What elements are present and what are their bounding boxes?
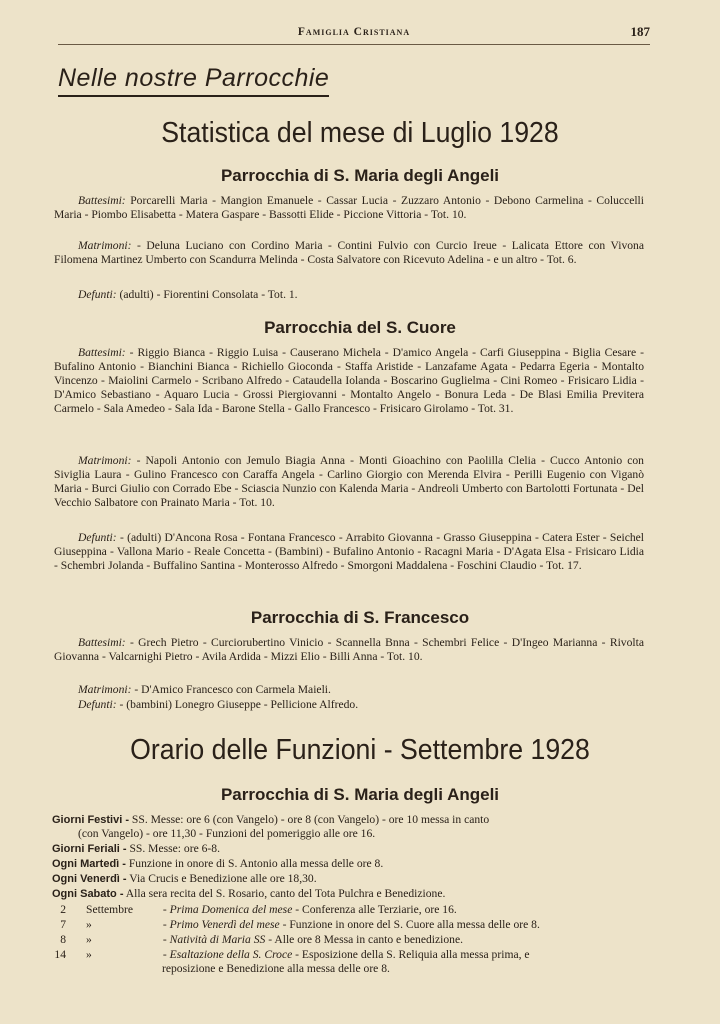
baptisms-label: Battesimi: bbox=[78, 636, 126, 649]
running-title: Famiglia Cristiana bbox=[297, 26, 411, 38]
running-header bbox=[58, 24, 650, 45]
baptisms-label: Battesimi: bbox=[78, 194, 126, 207]
marriages-label: Matrimoni: bbox=[78, 683, 132, 696]
baptisms-paragraph bbox=[54, 346, 644, 416]
schedule-day: Giorni Festivi - bbox=[52, 814, 130, 826]
event-text: - Alle ore 8 Messa in canto e benedizione. bbox=[268, 933, 464, 946]
parish-heading-san-francesco: Parrocchia di S. Francesco bbox=[250, 608, 470, 627]
marriages-label: Matrimoni: bbox=[78, 454, 132, 467]
schedule-day: Ogni Sabato - bbox=[52, 888, 124, 900]
schedule-day: Ogni Martedì - bbox=[52, 858, 126, 870]
baptisms-paragraph bbox=[54, 636, 644, 664]
event-name: Esaltazione della S. Croce bbox=[169, 948, 293, 961]
event-month: » bbox=[86, 948, 92, 961]
deaths-label: Defunti: bbox=[78, 288, 117, 301]
event-month: Settembre bbox=[86, 903, 134, 916]
deaths-label: Defunti: bbox=[78, 698, 117, 711]
deaths-list: - (adulti) D'Ancona Rosa - Fontana Francesco - Arrabito Giovanna - Grasso Giuseppina - Catera Ester - Seichel Giuseppina - Vallona Mario - Reale Concetta - (Bambini) - Bufalino Antonio - Racagni Maria - D'Agata Elsa - Frisicaro Lidia - Schembri Jolanda - Buffalino Santina - Monterosso Alfredo - Smorgoni Maddalena - Foschini Claudio - Tot. 17. bbox=[54, 531, 645, 573]
baptisms-label: Battesimi: bbox=[78, 346, 126, 359]
deaths-list: - (bambini) Lonegro Giuseppe - Pellicione Alfredo. bbox=[119, 698, 359, 711]
deaths-label: Defunti: bbox=[78, 531, 117, 544]
statistics-title: Statistica del mese di Luglio 1928 bbox=[161, 117, 559, 149]
marriages-label: Matrimoni: bbox=[78, 239, 132, 252]
schedule-row bbox=[52, 857, 644, 871]
event-day-number: 14 bbox=[54, 948, 66, 961]
baptisms-paragraph bbox=[54, 194, 644, 222]
section-banner: Nelle nostre Parrocchie bbox=[58, 64, 329, 97]
september-event-row: 14 » - Esaltazione della S. Croce - Esposizione della S. Reliquia alla messa prima, e reposizione e Benedizione alla messa delle ore 8. bbox=[52, 948, 644, 976]
event-text: - Esposizione della S. Reliquia alla messa prima, e bbox=[295, 948, 530, 961]
event-month: » bbox=[86, 918, 92, 931]
schedule-row bbox=[52, 872, 644, 886]
deaths-list: (adulti) - Fiorentini Consolata - Tot. 1. bbox=[119, 288, 298, 301]
baptisms-list: - Grech Pietro - Curciorubertino Vinicio - Scannella Bnna - Schembri Felice - D'Ingeo Marianna - Rivolta Giovanna - Valcarnighi Pietro - Avila Ardida - Mizzi Elio - Billi Anna - Tot. 10. bbox=[54, 636, 644, 664]
deaths-paragraph bbox=[54, 698, 644, 712]
event-text: - Conferenza alle Terziarie, ore 16. bbox=[295, 903, 457, 916]
schedule-title: Orario delle Funzioni - Settembre 1928 bbox=[130, 734, 590, 766]
baptisms-list: Porcarelli Maria - Mangion Emanuele - Cassar Lucia - Zuzzaro Antonio - Debono Carmelina - Coluccelli Maria - Piombo Elisabetta - Matera Gaspare - Bassotti Elide - Piccione Vittoria - Tot. 10. bbox=[54, 194, 645, 222]
parish-heading-santa-maria: Parrocchia di S. Maria degli Angeli bbox=[220, 166, 500, 185]
marriages-list: - Deluna Luciano con Cordino Maria - Contini Fulvio con Curcio Ireue - Lalicata Ettore con Vivona Filomena Martinez Umberto con Scandurra Melinda - Costa Salvatore con Ricevuto Adelina - e un altro - Tot. 6. bbox=[54, 239, 644, 267]
event-day-number: 2 bbox=[60, 903, 66, 916]
marriages-list: - D'Amico Francesco con Carmela Maieli. bbox=[134, 683, 331, 696]
marriages-paragraph bbox=[54, 454, 644, 510]
september-event-row: 7 » - Primo Venerdì del mese - Funzione in onore del S. Cuore alla messa delle ore 8. bbox=[52, 918, 644, 932]
parish-heading-sacro-cuore: Parrocchia del S. Cuore bbox=[264, 318, 456, 337]
event-name: Primo Venerdì del mese bbox=[169, 918, 280, 931]
schedule-text: Alla sera recita del S. Rosario, canto del Tota Pulchra e Benedizione. bbox=[125, 887, 446, 900]
page-number: 187 bbox=[630, 24, 650, 39]
schedule-day: Ogni Venerdì - bbox=[52, 873, 127, 885]
deaths-paragraph bbox=[54, 531, 644, 573]
event-text: - Funzione in onore del S. Cuore alla messa delle ore 8. bbox=[282, 918, 540, 931]
september-event-row: 2 Settembre - Prima Domenica del mese - Conferenza alle Terziarie, ore 16. bbox=[52, 903, 644, 917]
schedule-row bbox=[52, 813, 644, 841]
schedule-day: Giorni Feriali - bbox=[52, 843, 127, 855]
event-day-number: 7 bbox=[60, 918, 66, 931]
schedule-text: SS. Messe: ore 6-8. bbox=[129, 842, 220, 855]
schedule-row bbox=[52, 842, 644, 856]
event-name: Prima Domenica del mese bbox=[169, 903, 293, 916]
deaths-paragraph bbox=[54, 288, 644, 302]
schedule-text: Via Crucis e Benedizione alle ore 18,30. bbox=[129, 872, 317, 885]
event-name: Natività di Maria SS bbox=[169, 933, 266, 946]
event-day-number: 8 bbox=[60, 933, 66, 946]
schedule-text: Funzione in onore di S. Antonio alla messa delle ore 8. bbox=[128, 857, 384, 870]
marriages-list: - Napoli Antonio con Jemulo Biagia Anna - Monti Gioachino con Paolilla Clelia - Cucco Antonio con Siviglia Laura - Gulino Francesco con Caraffa Angela - Carlino Giorgio con Merenda Elvira - Perilli Eugenio con Viganò Maria - Burci Giulio con Corrado Ebe - Sciascia Nunzio con Kalenda Maria - Andreoli Umberto con Bartolotti Fortunata - Del Vecchio Salbatore con Prainato Maria - Tot. 10. bbox=[54, 454, 644, 510]
schedule-row bbox=[52, 887, 644, 901]
schedule-parish-heading: Parrocchia di S. Maria degli Angeli bbox=[220, 785, 500, 804]
marriages-paragraph bbox=[54, 239, 644, 267]
baptisms-list: - Riggio Bianca - Riggio Luisa - Causerano Michela - D'amico Angela - Carfi Giuseppina - Biglia Cesare - Bufalino Antonio - Bianchini Bianca - Richiello Gioconda - Staffa Aristide - Lanzafame Agata - Pedarra Egeria - Montalto Vincenzo - Maiolini Carmelo - Scribano Alfredo - Cataudella Iolanda - Boscarino Guglielma - Cini Romeo - Frisicaro Lidia - D'Amico Sebastiano - Aquaro Lucia - Grossi Piergiovanni - Montalto Angelo - Bonura Leda - De Blasi Emilia Previtera Carmelo - Sala Amedeo - Sala Ida - Barone Stella - Gallo Francesco - Frisicaro Girolamo - Tot. 31. bbox=[54, 346, 644, 416]
event-continuation: reposizione e Benedizione alla messa delle ore 8. bbox=[162, 962, 390, 976]
schedule-text: SS. Messe: ore 6 (con Vangelo) - ore 8 (con Vangelo) - ore 10 messa in canto bbox=[131, 813, 490, 826]
marriages-paragraph bbox=[54, 683, 644, 697]
september-event-row: 8 » - Natività di Maria SS - Alle ore 8 Messa in canto e benedizione. bbox=[52, 933, 644, 947]
schedule-continuation: (con Vangelo) - ore 11,30 - Funzioni del pomeriggio alle ore 16. bbox=[78, 827, 376, 841]
event-month: » bbox=[86, 933, 92, 946]
